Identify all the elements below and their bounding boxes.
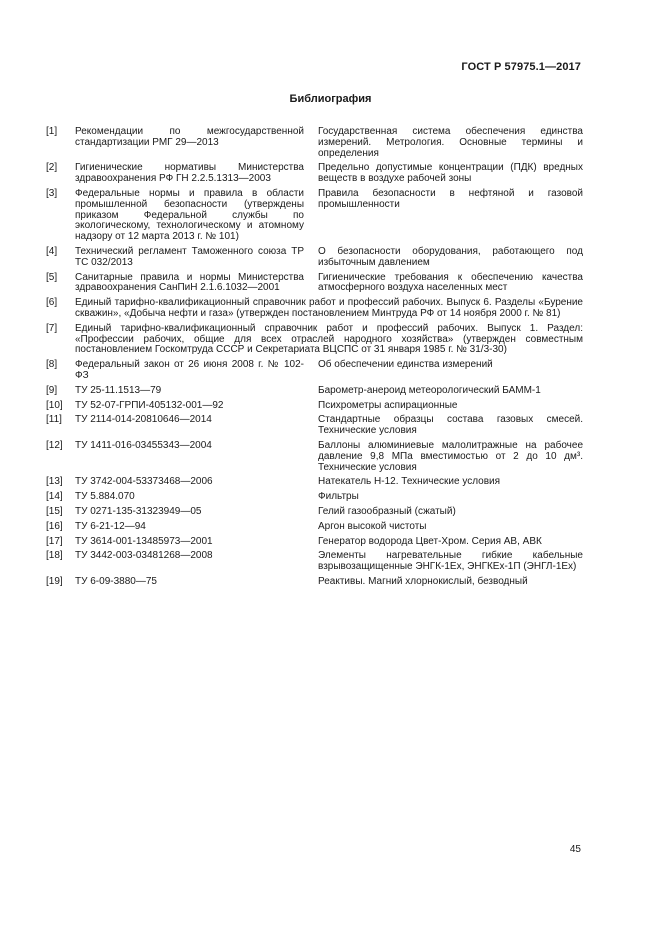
entry-source: ТУ 25-11.1513—79 (75, 384, 162, 396)
bibliography-entry (46, 273, 583, 295)
entry-source: ТУ 3442-003-03481268—2008 (75, 550, 213, 562)
page-number: 45 (569, 844, 581, 855)
entry-number: [6] (46, 297, 58, 309)
entry-description: Натекатель Н-12. Технические условия (318, 476, 501, 488)
entry-description: Гигиенические требования к обеспечению качества атмосферного воздуха населенных мест (318, 271, 583, 294)
entry-description: Барометр-анероид метеорологический БАММ-1 (318, 384, 541, 396)
entry-description: Предельно допустимые концентрации (ПДК) вредных веществ в воздухе рабочей зоны (318, 162, 583, 185)
entry-source: ТУ 0271-135-31323949—05 (75, 505, 202, 517)
entry-description: Баллоны алюминиевые малолитражные на рабочее давление 9,8 МПа вместимостью от 2 до 10 дм³. Технические условия (318, 439, 583, 473)
entry-description: Правила безопасности в нефтяной и газовой промышленности (318, 187, 583, 210)
entry-number: [3] (46, 187, 58, 199)
entry-source: ТУ 3614-001-13485973—2001 (75, 535, 213, 547)
entry-description: Психрометры аспирационные (318, 399, 458, 411)
entry-description: Аргон высокой чистоты (318, 520, 427, 532)
entry-number: [2] (46, 162, 58, 174)
bibliography-entry (46, 360, 583, 382)
entry-source: Федеральные нормы и правила в области промышленной безопасности (утверждены приказом Федеральной службы по экологическому, технологическому и атомному надзору от 12 марта 2013 г. № 101) (75, 187, 304, 243)
entry-source: Единый тарифно-квалификационный справочник работ и профессий рабочих. Выпуск 1. Раздел: «Профессии рабочих, общие для всех отраслей народного хозяйства» (утвержден совместным постановлением Госкомтруда СССР и Секретариата ВЦСПС от 31 января 1985 г. № 31/3-30) (75, 322, 583, 356)
entry-source: ТУ 52-07-ГРПИ-405132-001—92 (75, 399, 224, 411)
entry-description: Генератор водорода Цвет-Хром. Серия АВ, АВК (318, 535, 542, 547)
entry-source: Гигиенические нормативы Министерства здравоохранения РФ ГН 2.2.5.1313—2003 (75, 162, 304, 185)
entry-number: [11] (46, 414, 62, 426)
entry-description: О безопасности оборудования, работающего под избыточным давлением (318, 245, 583, 268)
bibliography-entry (46, 189, 583, 243)
entry-source: ТУ 6-09-3880—75 (75, 575, 157, 587)
entry-source: Рекомендации по межгосударственной стандартизации РМГ 29—2013 (75, 126, 304, 148)
entry-number: [1] (46, 126, 58, 137)
entry-source: Санитарные правила и нормы Министерства здравоохранения СанПиН 2.1.6.1032—2001 (75, 271, 304, 294)
entry-number: [5] (46, 271, 58, 283)
entry-number: [7] (46, 322, 58, 334)
document-code: ГОСТ Р 57975.1—2017 (461, 61, 581, 73)
entry-number: [10] (46, 399, 63, 411)
bibliography-entry (46, 298, 583, 320)
page-title: Библиография (289, 93, 372, 105)
entry-number: [14] (46, 491, 63, 503)
entry-source: ТУ 5.884.070 (75, 491, 135, 503)
entry-description: Элементы нагревательные гибкие кабельные взрывозащищенные ЭНГК-1Ех, ЭНГКЕх-1П (ЭНГЛ-1Ех) (318, 550, 583, 573)
entry-number: [4] (46, 245, 58, 257)
entry-number: [15] (46, 505, 63, 517)
entry-description: Государственная система обеспечения единства измерений. Метрология. Основные термины и определения (318, 126, 583, 159)
bibliography-entry (46, 324, 583, 356)
bibliography-entry (46, 522, 583, 533)
entry-description: Стандартные образцы состава газовых смесей. Технические условия (318, 414, 583, 437)
entry-number: [17] (46, 535, 63, 547)
entry-number: [8] (46, 359, 58, 371)
entry-source: ТУ 1411-016-03455343—2004 (75, 439, 212, 451)
bibliography-entry (46, 507, 583, 518)
entry-number: [12] (46, 439, 63, 451)
bibliography-entry (46, 415, 583, 437)
entry-source: ТУ 6-21-12—94 (75, 520, 146, 532)
entry-number: [9] (46, 384, 58, 396)
entry-number: [19] (46, 575, 63, 587)
entry-description: Реактивы. Магний хлорнокислый, безводный (318, 575, 528, 587)
bibliography-entry (46, 551, 583, 573)
bibliography-entry (46, 477, 583, 488)
bibliography-entry (46, 401, 583, 412)
entry-number: [16] (46, 520, 63, 532)
bibliography-entry (46, 577, 583, 588)
bibliography-entry (46, 163, 583, 185)
entry-description: Гелий газообразный (сжатый) (318, 505, 456, 517)
entry-source: ТУ 3742-004-53373468—2006 (75, 476, 213, 488)
entry-number: [18] (46, 550, 63, 562)
entry-description: Об обеспечении единства измерений (318, 359, 493, 371)
bibliography-entry (46, 492, 583, 503)
bibliography-entry (46, 247, 583, 269)
entry-source: Технический регламент Таможенного союза ТР ТС 032/2013 (75, 245, 304, 268)
entry-source: ТУ 2114-014-20810646—2014 (75, 414, 212, 426)
entry-number: [13] (46, 476, 63, 488)
bibliography-entry (46, 386, 583, 397)
entry-description: Фильтры (318, 491, 359, 503)
bibliography-entry (46, 441, 583, 473)
entry-source: Федеральный закон от 26 июня 2008 г. № 102-ФЗ (75, 359, 304, 381)
entry-source: Единый тарифно-квалификационный справочник работ и профессий рабочих. Выпуск 6. Разделы «Бурение скважин», «Добыча нефти и газа» (утвержден постановлением Минтруда РФ от 14 ноября 2000 г. № 81) (75, 297, 583, 319)
bibliography-list (46, 127, 583, 592)
bibliography-entry (46, 127, 583, 159)
bibliography-entry (46, 537, 583, 548)
